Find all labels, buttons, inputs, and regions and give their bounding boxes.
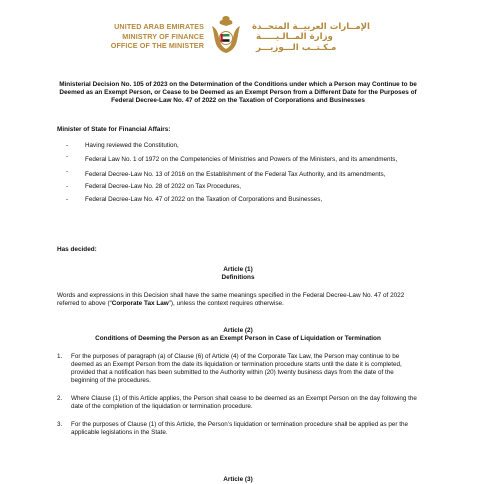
clause-text: For the purposes of Clause (1) of this Article, the Person’s liquidation or termination procedure shall be applied as per the applicable legislations in the State.	[71, 421, 408, 436]
article-1-text-after: ”), unless the context requires otherwise.	[168, 300, 284, 307]
clause-text: For the purposes of paragraph (a) of Clause (6) of Article (4) of the Corporate Tax Law, the Person may continue to be deemed as an Exempt Person from the date its liquidation or termination procedure starts until the date it is completed, provided that a notification has been submitted to the Authority within (20) twenty business days from the date of the beginning of the procedures.	[71, 353, 402, 384]
letterhead-country-ar: الإمــارات العربيــة المتحــدة	[251, 22, 370, 32]
recital-dash: -	[66, 152, 69, 160]
article-1-heading: Article (1)	[223, 266, 253, 273]
article-2-subheading: Conditions of Deeming the Person as an Exempt Person in Case of Liquidation or Termination	[95, 335, 381, 342]
defined-term: Corporate Tax Law	[111, 300, 169, 307]
has-decided: Has decided:	[57, 246, 97, 253]
article-1-text	[57, 292, 419, 308]
recital-item	[66, 142, 420, 151]
clause-number: 1.	[57, 353, 63, 360]
recital-text: Federal Decree-Law No. 28 of 2022 on Tax Procedures,	[85, 182, 241, 190]
letterhead-country: UNITED ARAB EMIRATES	[114, 22, 204, 31]
recital-item	[66, 196, 420, 205]
recital-item	[66, 183, 420, 192]
clause-number: 2.	[57, 395, 63, 402]
recital-dash: -	[66, 196, 69, 204]
article-1-subheading: Definitions	[221, 274, 255, 281]
recitals-list	[66, 142, 420, 205]
clause-item	[57, 395, 419, 411]
letterhead-arabic	[251, 22, 370, 53]
recital-dash: -	[66, 167, 69, 175]
letterhead-ministry-ar: وزارة المــالـيـــــة	[256, 32, 333, 43]
recital-text: Having reviewed the Constitution,	[85, 142, 179, 149]
recital-dash: -	[66, 142, 69, 149]
article-1-text-before: Words and expressions in this Decision shall have the same meanings specified in the Federal Decree-Law No. 47 of 2022 referred to above (“	[57, 292, 405, 307]
clause-item	[57, 353, 419, 385]
article-3-heading: Article (3)	[223, 476, 253, 483]
issuer-line: Minister of State for Financial Affairs:	[57, 126, 171, 133]
clause-item	[57, 421, 419, 437]
letterhead-office: OFFICE OF THE MINISTER	[110, 41, 204, 51]
article-2-heading: Article (2)	[223, 327, 253, 334]
recital-text: Federal Law No. 1 of 1972 on the Competencies of Ministries and Powers of the Ministers, and its amendments,	[85, 155, 398, 163]
letterhead-english	[108, 22, 204, 51]
recital-dash: -	[66, 182, 69, 190]
recital-text: Federal Decree-Law No. 13 of 2016 on the Establishment of the Federal Tax Authority, and its amendments,	[85, 170, 386, 178]
letterhead-ministry: MINISTRY OF FINANCE	[122, 31, 204, 41]
recital-text: Federal Decree-Law No. 47 of 2022 on the Taxation of Corporations and Businesses,	[85, 196, 323, 204]
article-2-clauses	[57, 353, 419, 445]
uae-emblem-icon	[208, 14, 244, 54]
clause-text: Where Clause (1) of this Article applies, the Person shall cease to be deemed as an Exempt Person on the day following the date of the completion of the liquidation or termination procedure.	[71, 395, 417, 410]
clause-number: 3.	[57, 421, 63, 428]
recital-item	[66, 153, 420, 166]
decision-title: Ministerial Decision No. 105 of 2023 on the Determination of the Conditions under which a Person may Continue to be Deemed as an Exempt Person, or Cease to be Deemed as an Exempt Person from a Different Date for the Purposes of Federal Decree-Law No. 47 of 2022 on the Taxation of Corporations and Businesses	[59, 81, 417, 104]
letterhead-office-ar: مـكـتــب الـــوزيـــر	[256, 42, 337, 53]
recital-item	[66, 168, 420, 181]
